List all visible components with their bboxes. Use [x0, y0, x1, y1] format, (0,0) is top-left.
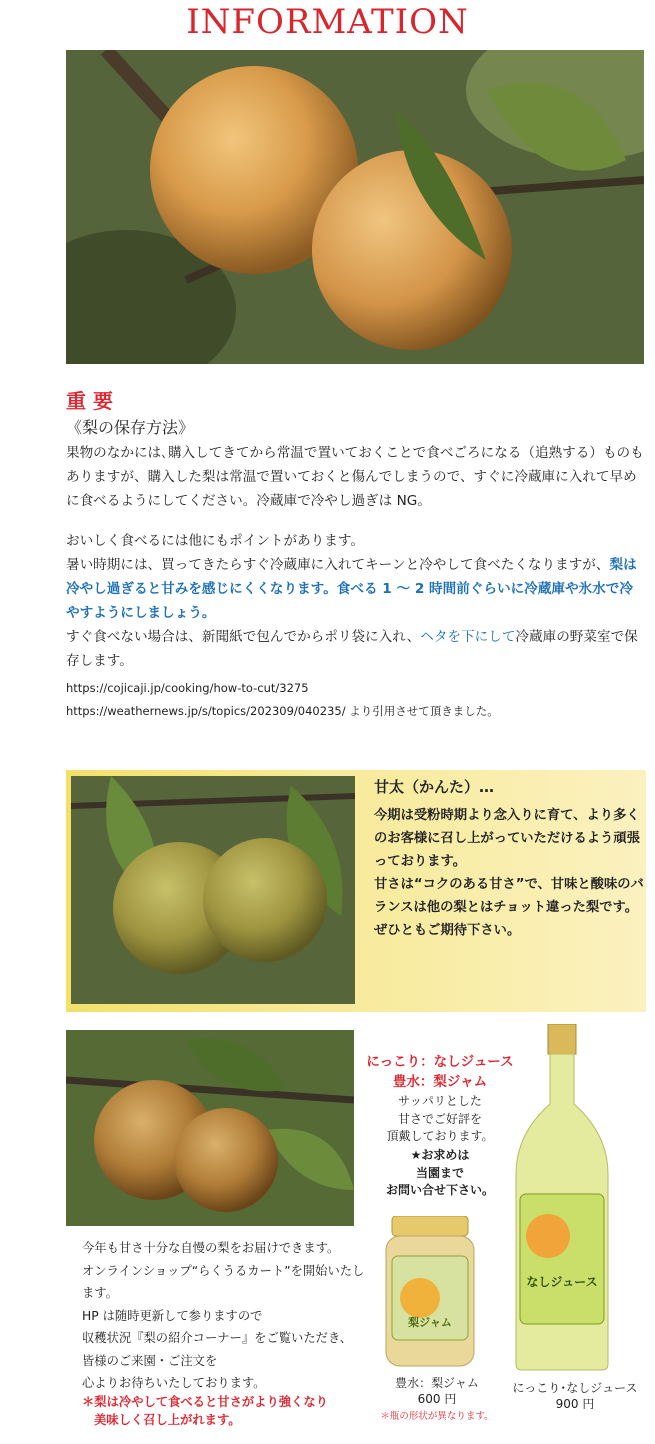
- kanta-line-1: 今期は受粉時期より念入りに育て、より多くのお客様に召し上がっていただけるよう頑張っております。: [374, 808, 640, 869]
- jam-caption: [372, 1375, 502, 1407]
- hosui-pear-photo: [66, 1030, 354, 1226]
- storage-method-heading: 《梨の保存方法》: [66, 418, 195, 437]
- product-description: [364, 1093, 516, 1146]
- chill-tip-line-2: 美味しく召し上がれます。: [94, 1413, 241, 1427]
- juice-label-text: なしジュース: [526, 1275, 598, 1289]
- shop-line-3: HP は随時更新して参りますので: [82, 1308, 263, 1323]
- product-name-juice: にっこり：なしジュース: [366, 1054, 514, 1070]
- source-link-2[interactable]: https://weathernews.jp/s/topics/202309/040235/ より引用させて頂きました。: [66, 704, 499, 718]
- chill-tip-line-1: ＊梨は冷やして食べると甘さがより強くなり: [82, 1395, 328, 1409]
- chill-warning-highlight: 梨は冷やし過ぎると甘みを感じにくくなります。食べる 1 ～ 2 時間前ぐらいに冷蔵庫や氷水で冷やすようにしましょう。: [66, 557, 637, 621]
- juice-caption: [500, 1380, 650, 1412]
- hero-pear-photo: [66, 50, 644, 364]
- jam-name: 豊水：梨ジャム: [395, 1376, 479, 1390]
- shop-line-2: オンラインショップ“らくうるカート”を開始いたします。: [82, 1263, 365, 1300]
- juice-bottle-image: [508, 1024, 616, 1372]
- source-link-1[interactable]: https://cojicaji.jp/cooking/how-to-cut/3275: [66, 681, 309, 695]
- shop-line-1: 今年も甘さ十分な自慢の梨をお届けできます。: [82, 1241, 340, 1255]
- stem-down-highlight: ヘタを下にして: [420, 629, 516, 645]
- kanta-description: [374, 804, 644, 942]
- order-line-3: お問い合せ下さい。: [385, 1183, 494, 1197]
- juice-name: にっこり･なしジュース: [512, 1381, 638, 1395]
- storage-tip-pre: すぐ食べない場合は、新聞紙で包んでからポリ袋に入れ、: [66, 629, 421, 645]
- kanta-pear-photo: [71, 776, 355, 1004]
- shop-line-6: 心よりお待ちいたしております。: [82, 1376, 266, 1390]
- jam-label-text: 梨ジャム: [408, 1316, 452, 1329]
- jam-jar-image: [382, 1216, 478, 1368]
- shop-line-5: 皆様のご来園・ご注文を: [82, 1353, 218, 1368]
- kanta-heading: 甘太（かんた）…: [374, 778, 495, 796]
- jam-bottle-warning: ＊瓶の形状が異なります。: [380, 1411, 494, 1422]
- juice-price: 900 円: [555, 1397, 595, 1411]
- kanta-line-3: ぜひともご期待下さい。: [374, 923, 521, 938]
- hot-season-text: 暑い時期には、買ってきたらすぐ冷蔵庫に入れてキーンと冷やして食べたくなりますが、: [66, 557, 610, 573]
- page-title: INFORMATION: [186, 2, 469, 42]
- order-line-2: 当園まで: [415, 1165, 464, 1180]
- product-names: [364, 1052, 516, 1092]
- points-intro: おいしく食べるには他にもポイントがあります。: [66, 533, 364, 549]
- chill-tip-note: [82, 1393, 372, 1429]
- shop-line-4: 収穫状況『梨の紹介コーナー』をご覧いただき、: [82, 1331, 353, 1345]
- desc-line-3: 頂戴しております。: [386, 1129, 494, 1143]
- storage-tip-post: 冷蔵庫の野菜室で保存します。: [66, 629, 638, 669]
- jam-price: 600 円: [417, 1392, 457, 1406]
- product-name-jam: 豊水：梨ジャム: [392, 1074, 488, 1090]
- storage-paragraph-1: 果物のなかには､購入してきてから常温で置いておくことで食べごろになる（追熟する）ものもありますが、購入した梨は常温で置いておくと傷んでしまうので、すぐに冷蔵庫に入れて早めに食べるようにしてください。冷蔵庫で冷やし過ぎは NG。: [66, 445, 644, 509]
- storage-paragraph-2: [66, 529, 646, 673]
- kanta-line-2: 甘さは“コクのある甘さ”で、甘味と酸味のバランスは他の梨とはチョット違った梨です。: [374, 877, 644, 915]
- desc-line-1: サッパリとした: [398, 1094, 482, 1108]
- online-shop-notice: [82, 1237, 372, 1395]
- important-heading: 重 要: [66, 389, 113, 413]
- desc-line-2: 甘さでご好評を: [397, 1111, 482, 1126]
- order-contact-note: [364, 1147, 516, 1200]
- order-line-1: ★お求めは: [410, 1148, 470, 1162]
